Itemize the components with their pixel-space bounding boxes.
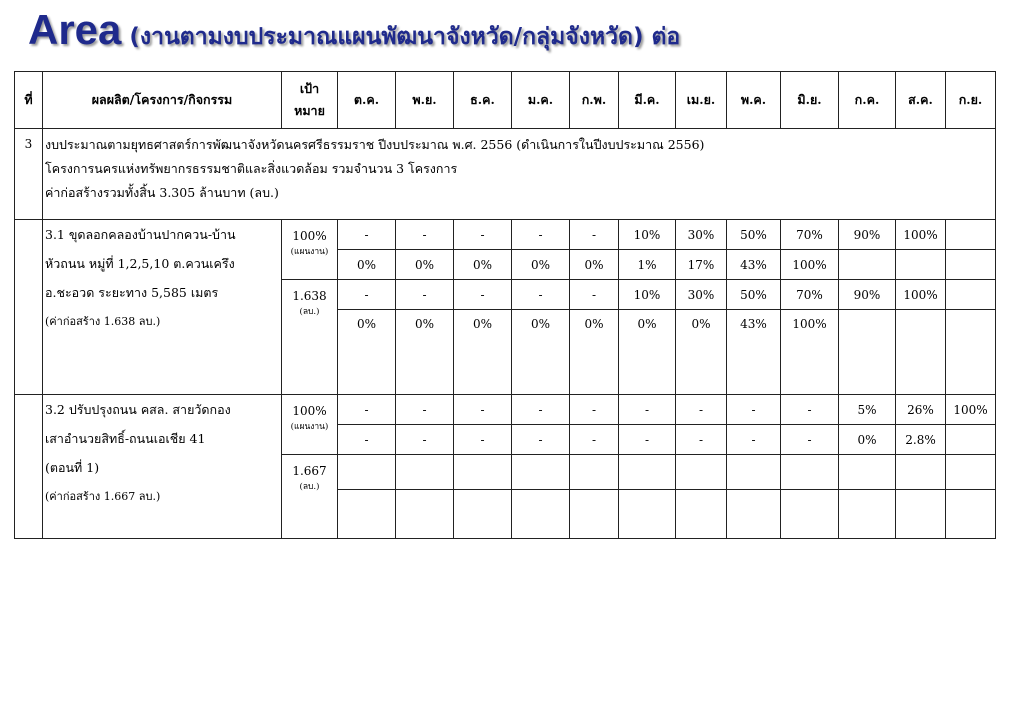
table-cell <box>946 425 996 455</box>
table-cell: 90% <box>839 220 896 250</box>
table-cell: - <box>619 395 676 425</box>
table-cell <box>896 490 946 539</box>
table-cell <box>946 455 996 490</box>
header-no: ที่ <box>15 72 43 129</box>
project-line: หัวถนน หมู่ที่ 1,2,5,10 ต.ควนเครึง <box>45 256 235 271</box>
table-cell: 100% <box>781 310 839 395</box>
table-cell: 5% <box>839 395 896 425</box>
header-month: ธ.ค. <box>454 72 512 129</box>
table-cell: 0% <box>454 250 512 280</box>
table-cell <box>839 490 896 539</box>
target-value: 1.638 <box>292 289 327 303</box>
table-cell: - <box>396 220 454 250</box>
header-month: ก.ย. <box>946 72 996 129</box>
project-line: (ตอนที่ 1) <box>45 460 100 475</box>
project-line: (ค่าก่อสร้าง 1.638 ลบ.) <box>45 315 161 328</box>
target-budget-cell <box>282 280 338 395</box>
table-cell <box>619 455 676 490</box>
table-cell: - <box>396 280 454 310</box>
table-cell <box>512 490 570 539</box>
header-month: มิ.ย. <box>781 72 839 129</box>
table-cell: - <box>396 395 454 425</box>
page-title <box>28 6 680 62</box>
target-budget-cell <box>282 455 338 539</box>
table-cell <box>781 490 839 539</box>
table-cell: 10% <box>619 280 676 310</box>
table-cell: 0% <box>839 425 896 455</box>
header-month: มี.ค. <box>619 72 676 129</box>
table-cell <box>570 490 619 539</box>
header-month: ก.ค. <box>839 72 896 129</box>
table-cell <box>896 455 946 490</box>
target-unit: (แผนงาน) <box>290 422 329 432</box>
table-cell <box>781 455 839 490</box>
table-cell: 0% <box>396 250 454 280</box>
table-cell <box>946 250 996 280</box>
table-cell: - <box>338 395 396 425</box>
table-cell: - <box>338 425 396 455</box>
table-cell: 1% <box>619 250 676 280</box>
table-cell: - <box>454 395 512 425</box>
header-month: ต.ค. <box>338 72 396 129</box>
title-sub: (งานตามงบประมาณแผนพัฒนาจังหวัด/กลุ่มจังหวัด) ต่อ <box>129 24 681 50</box>
table-cell: 0% <box>338 310 396 395</box>
table-cell: 100% <box>896 280 946 310</box>
project-line: เสาอำนวยสิทธิ์-ถนนเอเชีย 41 <box>45 431 206 446</box>
project-no-cell <box>15 220 43 395</box>
table-cell: 50% <box>727 220 781 250</box>
title-main: Area <box>28 6 122 53</box>
table-cell: - <box>454 220 512 250</box>
header-month: ส.ค. <box>896 72 946 129</box>
project-description <box>43 395 282 539</box>
target-value: 100% <box>292 229 327 243</box>
table-cell: 17% <box>676 250 727 280</box>
section-no: 3 <box>15 129 43 220</box>
table-cell <box>676 455 727 490</box>
target-plan-cell <box>282 220 338 280</box>
table-cell: - <box>338 280 396 310</box>
table-cell: - <box>512 395 570 425</box>
table-cell <box>946 310 996 395</box>
table-cell: - <box>676 395 727 425</box>
table-cell: - <box>781 395 839 425</box>
table-cell: 30% <box>676 280 727 310</box>
project-no-cell <box>15 395 43 539</box>
table-cell: - <box>396 425 454 455</box>
table-cell: - <box>512 425 570 455</box>
table-cell: 30% <box>676 220 727 250</box>
table-cell: - <box>781 425 839 455</box>
table-cell <box>396 490 454 539</box>
table-cell: 100% <box>896 220 946 250</box>
table-cell <box>946 490 996 539</box>
table-cell: - <box>570 395 619 425</box>
table-cell: - <box>512 220 570 250</box>
section-line: โครงการนครแห่งทรัพยากรธรรมชาติและสิ่งแวดล้อม รวมจำนวน 3 โครงการ <box>45 161 458 176</box>
table-cell: - <box>727 395 781 425</box>
table-cell <box>727 490 781 539</box>
table-cell <box>512 455 570 490</box>
project-line: 3.1 ขุดลอกคลองบ้านปากควน-บ้าน <box>45 227 236 242</box>
table-cell: 0% <box>512 310 570 395</box>
table-cell: 43% <box>727 250 781 280</box>
table-cell <box>619 490 676 539</box>
header-month: พ.ค. <box>727 72 781 129</box>
table-cell: - <box>454 425 512 455</box>
table-cell: - <box>454 280 512 310</box>
project-line: อ.ชะอวด ระยะทาง 5,585 เมตร <box>45 285 219 300</box>
header-row <box>15 72 996 129</box>
section-line: ค่าก่อสร้างรวมทั้งสิ้น 3.305 ล้านบาท (ลบ.) <box>45 185 279 200</box>
table-cell: - <box>570 280 619 310</box>
header-target <box>282 72 338 129</box>
table-cell: 50% <box>727 280 781 310</box>
table-cell: 0% <box>338 250 396 280</box>
table-cell <box>454 455 512 490</box>
target-unit: (แผนงาน) <box>290 247 329 257</box>
project-description <box>43 220 282 395</box>
progress-table <box>14 71 996 539</box>
table-cell: - <box>676 425 727 455</box>
table-row <box>15 395 996 425</box>
table-cell: 2.8% <box>896 425 946 455</box>
table-cell: 70% <box>781 280 839 310</box>
table-cell <box>676 490 727 539</box>
table-cell: 90% <box>839 280 896 310</box>
table-cell <box>946 280 996 310</box>
header-target-line2: หมาย <box>294 103 325 118</box>
header-month: ก.พ. <box>570 72 619 129</box>
table-cell <box>338 490 396 539</box>
table-cell <box>946 220 996 250</box>
header-target-line1: เป้า <box>299 81 320 96</box>
table-cell <box>896 250 946 280</box>
table-cell: 0% <box>512 250 570 280</box>
table-cell: 0% <box>570 250 619 280</box>
table-cell: - <box>570 220 619 250</box>
target-unit: (ลบ.) <box>299 482 320 492</box>
table-cell: - <box>570 425 619 455</box>
project-line: 3.2 ปรับปรุงถนน คสล. สายวัดกอง <box>45 402 231 417</box>
section-description <box>43 129 996 220</box>
table-cell: 0% <box>454 310 512 395</box>
table-row <box>15 220 996 250</box>
table-cell: 100% <box>946 395 996 425</box>
table-cell: - <box>512 280 570 310</box>
table-cell <box>839 250 896 280</box>
table-cell: 70% <box>781 220 839 250</box>
table-cell: 10% <box>619 220 676 250</box>
table-cell: 26% <box>896 395 946 425</box>
header-product: ผลผลิต/โครงการ/กิจกรรม <box>43 72 282 129</box>
target-plan-cell <box>282 395 338 455</box>
table-cell <box>727 455 781 490</box>
table-cell <box>839 310 896 395</box>
table-cell <box>338 455 396 490</box>
table-cell: - <box>727 425 781 455</box>
table-cell <box>454 490 512 539</box>
table-cell: 0% <box>619 310 676 395</box>
table-cell: - <box>338 220 396 250</box>
table-cell <box>839 455 896 490</box>
table-cell: 100% <box>781 250 839 280</box>
section-line: งบประมาณตามยุทธศาสตร์การพัฒนาจังหวัดนครศรีธรรมราช ปีงบประมาณ พ.ศ. 2556 (ดำเนินการในปีงบประมาณ 2556) <box>45 137 705 152</box>
project-line: (ค่าก่อสร้าง 1.667 ลบ.) <box>45 490 161 503</box>
header-month: เม.ย. <box>676 72 727 129</box>
target-value: 1.667 <box>292 464 327 478</box>
table-cell: 0% <box>396 310 454 395</box>
table-cell: 0% <box>570 310 619 395</box>
section-row <box>15 129 996 220</box>
target-unit: (ลบ.) <box>299 307 320 317</box>
header-month: ม.ค. <box>512 72 570 129</box>
table-cell <box>570 455 619 490</box>
table-cell: 43% <box>727 310 781 395</box>
header-month: พ.ย. <box>396 72 454 129</box>
table-cell <box>896 310 946 395</box>
target-value: 100% <box>292 404 327 418</box>
table-cell: 0% <box>676 310 727 395</box>
table-cell <box>396 455 454 490</box>
table-cell: - <box>619 425 676 455</box>
